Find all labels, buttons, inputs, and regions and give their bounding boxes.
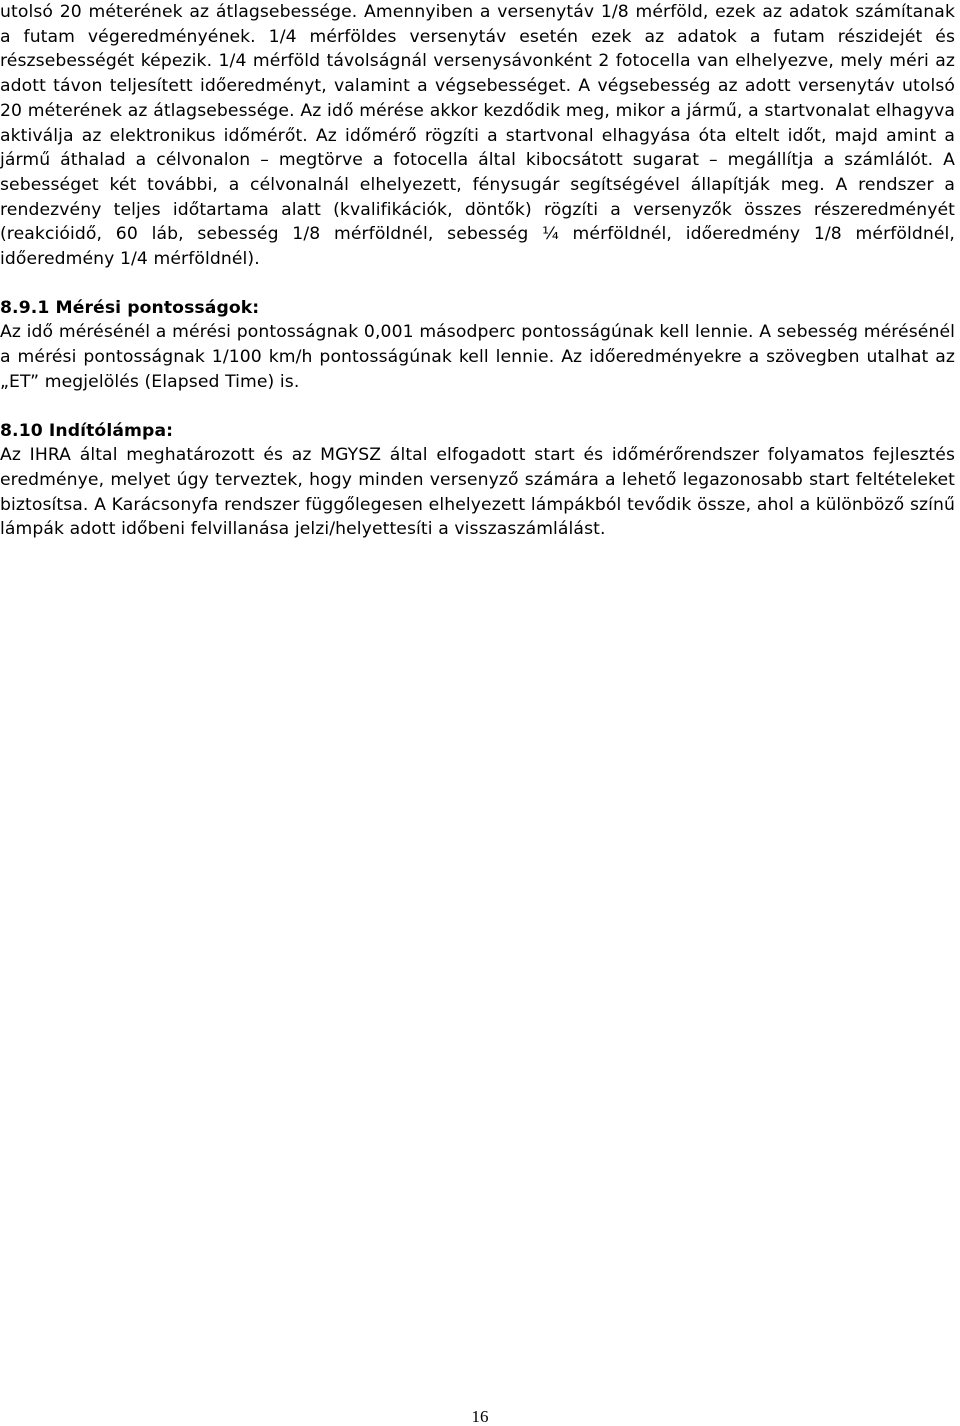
document-body <box>0 0 955 542</box>
section-measurement-accuracy <box>0 296 955 395</box>
section-heading: 8.9.1 Mérési pontosságok: <box>0 297 260 318</box>
section-start-lamp <box>0 419 955 543</box>
intro-paragraph: utolsó 20 méterének az átlagsebessége. Amennyiben a versenytáv 1/8 mérföld, ezek az adatok számítanak a futam végeredményének. 1/4 mérföldes versenytáv esetén ezek az adatok a futam részidejét és részsebességét képezik. 1/4 mérföld távolságnál versenysávonként 2 fotocella van elhelyezve, mely méri az adott távon teljesített időeredményt, valamint a végsebességet. A végsebesség az adott versenytáv utolsó 20 méterének az átlagsebessége. Az idő mérése akkor kezdődik meg, mikor a jármű, a startvonalat elhagyva aktiválja az elektronikus időmérőt. Az időmérő rögzíti a startvonal elhagyása óta eltelt időt, majd amint a jármű áthalad a célvonalon – megtörve a fotocella által kibocsátott sugarat – megállítja a számlálót. A sebességet két további, a célvonalnál elhelyezett, fénysugár segítségével állapítják meg. A rendszer a rendezvény teljes időtartama alatt (kvalifikációk, döntők) rögzíti a versenyzők összes részeredményét (reakcióidő, 60 láb, sebesség 1/8 mérföldnél, sebesség ¼ mérföldnél, időeredmény 1/8 mérföldnél, időeredmény 1/4 mérföldnél). <box>0 2 955 270</box>
section-heading: 8.10 Indítólámpa: <box>0 420 174 441</box>
section-paragraph: Az IHRA által meghatározott és az MGYSZ által elfogadott start és időmérőrendszer folyamatos fejlesztés eredménye, melyet úgy terveztek, hogy minden versenyző számára a lehető legazonosabb start feltételeket biztosítsa. A Karácsonyfa rendszer függőlegesen elhelyezett lámpákból tevődik össze, ahol a különböző színű lámpák adott időbeni felvillanása jelzi/helyettesíti a visszaszámlálást. <box>0 445 955 540</box>
page-number: 16 <box>471 1407 489 1426</box>
section-paragraph: Az idő mérésénél a mérési pontosságnak 0,001 másodperc pontosságúnak kell lennie. A sebesség mérésénél a mérési pontosságnak 1/100 km/h pontosságúnak kell lennie. Az időeredményekre a szövegben utalhat az „ET” megjelölés (Elapsed Time) is. <box>0 322 955 392</box>
